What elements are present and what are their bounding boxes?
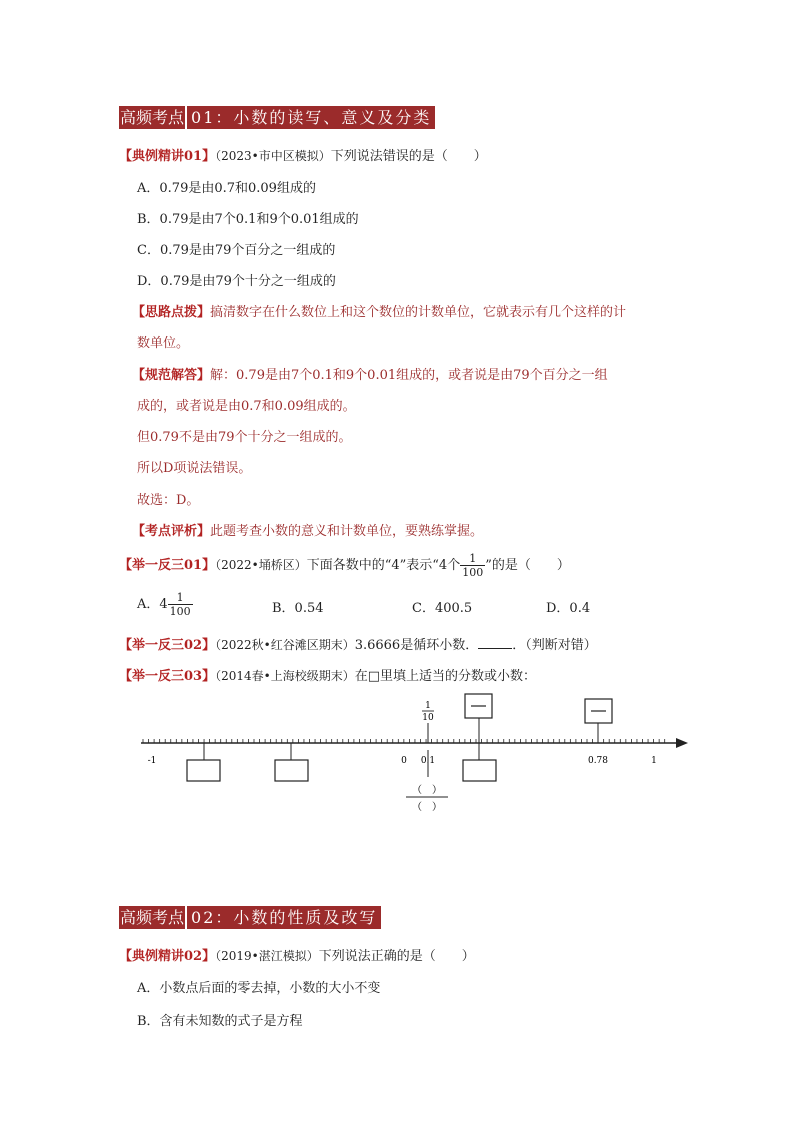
- practice-03-question: [119, 665, 536, 684]
- axis-arrow-icon: [676, 738, 688, 748]
- label-0: 0: [401, 756, 407, 766]
- practice-question-a: 3.6666是循环小数．: [354, 638, 479, 653]
- practice-01-option-d: D．0.4: [546, 601, 591, 616]
- hint-tag: 【思路点拨】: [132, 305, 211, 320]
- answer-line-2: 成的，或者说是由0.7和0.09组成的。: [137, 399, 356, 414]
- review-text: 此题考查小数的意义和计数单位，要熟练掌握。: [210, 524, 484, 539]
- paren-denominator: （ ）: [412, 802, 442, 813]
- option-b: B．0.79是由7个0.1和9个0.01组成的: [137, 212, 359, 227]
- practice-question-a: 下面各数中的“4”表示“4个: [306, 558, 461, 573]
- example-source: （2019•湛江模拟）: [215, 949, 319, 963]
- practice-question-b: ．（判断对错）: [512, 638, 597, 653]
- answer-box[interactable]: [275, 760, 308, 781]
- practice-02-question: [119, 634, 597, 653]
- option-a: A．小数点后面的零去掉，小数的大小不变: [137, 981, 381, 996]
- practice-tag: 【举一反三01】: [119, 558, 216, 573]
- option-b: B．含有未知数的式子是方程: [137, 1014, 303, 1029]
- banner-title: 01：小数的读写、意义及分类: [187, 106, 435, 129]
- hint-text: 搞清数字在什么数位上和这个数位的计数单位，它就表示有几个这样的计: [210, 305, 627, 320]
- practice-source: （2022•埇桥区）: [215, 558, 307, 572]
- label-neg1: -1: [147, 756, 157, 766]
- answer-line-3: 但0.79不是由79个十分之一组成的。: [137, 430, 352, 445]
- practice-01-option-a: [137, 591, 193, 618]
- practice-tag: 【举一反三02】: [119, 638, 216, 653]
- example-source: （2023•市中区模拟）: [215, 149, 331, 163]
- practice-01-question: [119, 551, 570, 580]
- label-0-78: 0.78: [587, 756, 609, 766]
- hint-line-2: 数单位。: [137, 336, 190, 351]
- banner-label: 高频考点: [120, 908, 185, 927]
- fraction-numerator: 1: [168, 591, 193, 605]
- fraction-numerator: 1: [460, 552, 485, 566]
- section-banner-2: [119, 906, 381, 929]
- frac-top-numerator: 1: [425, 701, 431, 711]
- practice-source: （2014春•上海校级期末）: [215, 669, 355, 683]
- example-tag: 【典例精讲02】: [119, 949, 216, 964]
- number-line-figure: [136, 690, 696, 820]
- banner-label: 高频考点: [120, 108, 185, 127]
- hint-line-1: [132, 301, 626, 320]
- option-c: C．0.79是由79个百分之一组成的: [137, 243, 336, 258]
- banner-title: 02：小数的性质及改写: [187, 906, 381, 929]
- answer-blank[interactable]: [478, 636, 512, 649]
- practice-question-b: ”的是（ ）: [485, 558, 570, 573]
- paren-numerator: （ ）: [412, 785, 442, 796]
- example-question: 下列说法正确的是（ ）: [318, 949, 475, 964]
- option-a-fraction: [168, 591, 193, 618]
- practice-question: 在□里填上适当的分数或小数：: [354, 669, 537, 684]
- fraction-denominator: 100: [169, 605, 191, 618]
- label-1: 1: [651, 756, 657, 766]
- practice-01-option-b: B．0.54: [272, 601, 324, 616]
- fraction: [460, 552, 485, 579]
- answer-box[interactable]: [187, 760, 220, 781]
- practice-source: （2022秋•红谷滩区期末）: [215, 638, 355, 652]
- label-0-1: 0.1: [420, 756, 436, 766]
- frac-top-denominator: 10: [422, 713, 434, 723]
- option-a-prefix: A．4: [137, 597, 168, 612]
- example-01-question: [119, 145, 487, 164]
- fraction-denominator: 100: [462, 566, 484, 579]
- example-02-question: [119, 945, 475, 964]
- answer-text: 解：0.79是由7个0.1和9个0.01组成的，或者说是由79个百分之一组: [210, 368, 608, 383]
- practice-tag: 【举一反三03】: [119, 669, 216, 684]
- option-d: D．0.79是由79个十分之一组成的: [137, 274, 336, 289]
- answer-line-5: 故选：D。: [137, 493, 200, 508]
- section-banner-1: [119, 106, 435, 129]
- practice-01-option-c: C．400.5: [412, 601, 473, 616]
- option-a: A．0.79是由0.7和0.09组成的: [137, 181, 316, 196]
- answer-line-4: 所以D项说法错误。: [137, 461, 252, 476]
- review-line: [132, 520, 483, 539]
- example-question: 下列说法错误的是（ ）: [330, 149, 487, 164]
- review-tag: 【考点评析】: [132, 524, 211, 539]
- answer-tag: 【规范解答】: [132, 368, 211, 383]
- example-tag: 【典例精讲01】: [119, 149, 216, 164]
- answer-line-1: [132, 364, 608, 383]
- answer-box[interactable]: [463, 760, 496, 781]
